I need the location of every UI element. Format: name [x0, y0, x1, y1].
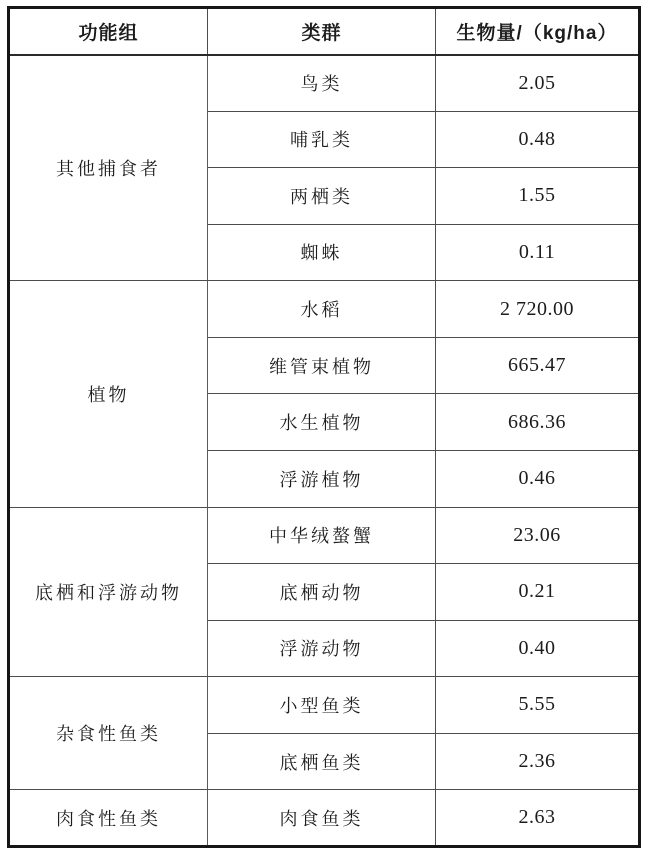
- table-row: [9, 677, 640, 734]
- taxon-cell: 水生植物: [208, 394, 436, 451]
- biomass-cell: 2.36: [436, 733, 640, 790]
- taxon-cell: 哺乳类: [208, 111, 436, 168]
- table-row: [9, 507, 640, 564]
- header-cell-biomass: 生物量/（kg/ha）: [436, 8, 640, 55]
- group-cell-plants: 植物: [9, 281, 208, 507]
- group-cell-carnivorous-fish: 肉食性鱼类: [9, 790, 208, 847]
- taxon-cell: 底栖动物: [208, 564, 436, 621]
- biomass-cell: 1.55: [436, 168, 640, 225]
- taxon-cell: 两栖类: [208, 168, 436, 225]
- taxon-cell: 水稻: [208, 281, 436, 338]
- biomass-cell: 23.06: [436, 507, 640, 564]
- biomass-cell: 5.55: [436, 677, 640, 734]
- biomass-cell: 0.46: [436, 450, 640, 507]
- header-row: [9, 8, 640, 55]
- table-row: [9, 790, 640, 847]
- taxon-cell: 浮游动物: [208, 620, 436, 677]
- biomass-table: [7, 6, 641, 848]
- table-row: [9, 55, 640, 112]
- biomass-cell: 0.11: [436, 224, 640, 281]
- biomass-cell: 2.05: [436, 55, 640, 112]
- biomass-cell: 0.48: [436, 111, 640, 168]
- header-cell-taxon: 类群: [208, 8, 436, 55]
- group-cell-benthic-and-plankton: 底栖和浮游动物: [9, 507, 208, 677]
- header-cell-functional-group: 功能组: [9, 8, 208, 55]
- biomass-cell: 0.21: [436, 564, 640, 621]
- taxon-cell: 底栖鱼类: [208, 733, 436, 790]
- biomass-cell: 2 720.00: [436, 281, 640, 338]
- taxon-cell: 中华绒螯蟹: [208, 507, 436, 564]
- table-row: [9, 281, 640, 338]
- group-cell-omnivorous-fish: 杂食性鱼类: [9, 677, 208, 790]
- biomass-cell: 2.63: [436, 790, 640, 847]
- taxon-cell: 维管束植物: [208, 337, 436, 394]
- taxon-cell: 蜘蛛: [208, 224, 436, 281]
- biomass-cell: 686.36: [436, 394, 640, 451]
- taxon-cell: 小型鱼类: [208, 677, 436, 734]
- biomass-cell: 665.47: [436, 337, 640, 394]
- biomass-cell: 0.40: [436, 620, 640, 677]
- taxon-cell: 肉食鱼类: [208, 790, 436, 847]
- group-cell-other-predators: 其他捕食者: [9, 55, 208, 281]
- taxon-cell: 浮游植物: [208, 450, 436, 507]
- taxon-cell: 鸟类: [208, 55, 436, 112]
